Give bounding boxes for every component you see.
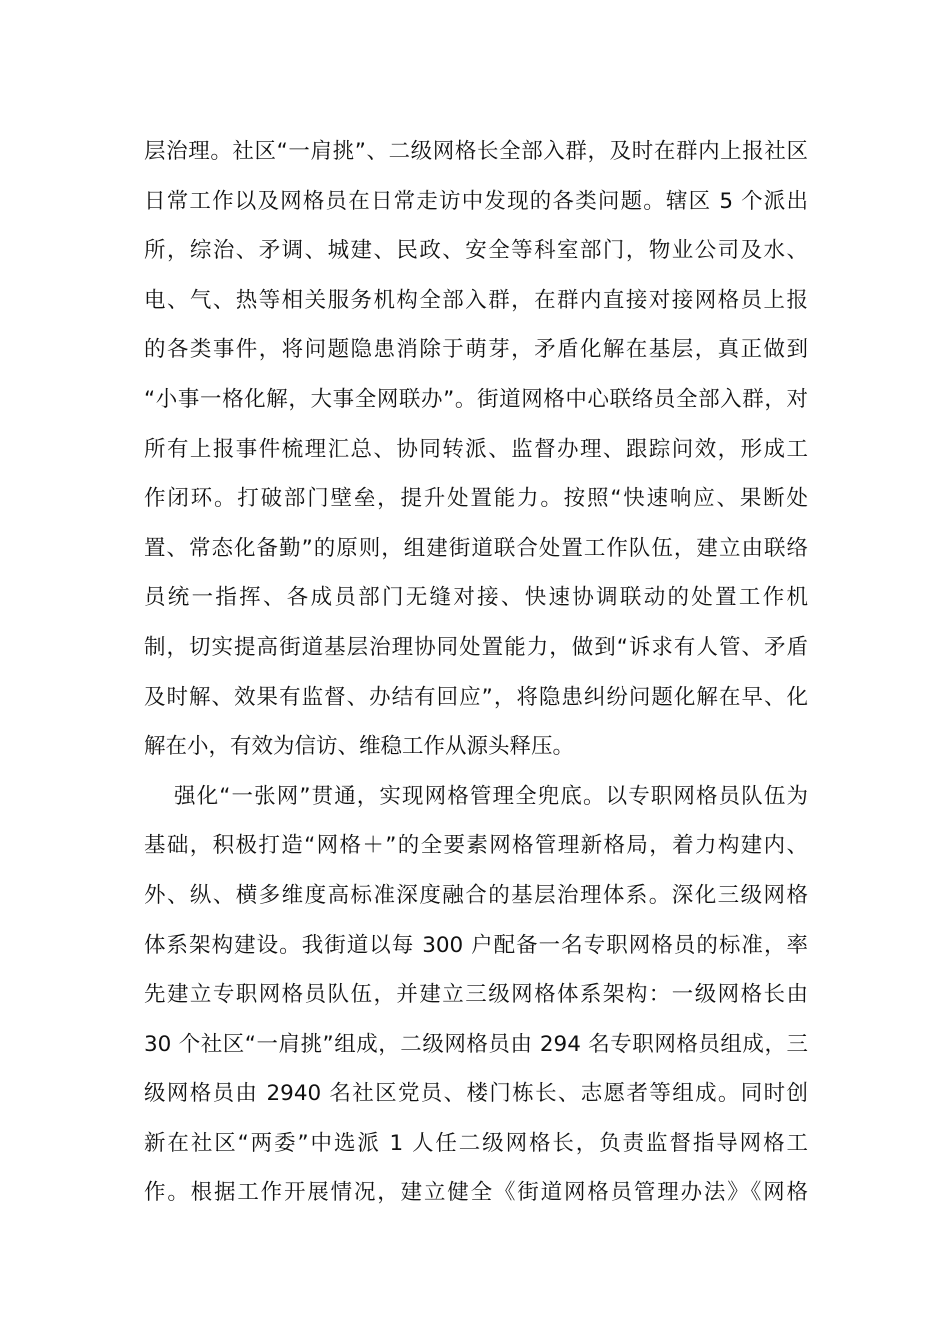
text-line: 新在社区“两委”中选派 1 人任二级网格长，负责监督指导网格工 bbox=[144, 1130, 808, 1156]
paragraph-first-line: 强化“一张网”贯通，实现网格管理全兜底。以专职网格员队伍为 bbox=[174, 783, 808, 809]
text-line: 所有上报事件梳理汇总、协同转派、监督办理、跟踪问效，形成工 bbox=[144, 436, 808, 462]
paragraph-end-line: 解在小，有效为信访、维稳工作从源头释压。 bbox=[144, 734, 575, 760]
text-line: 制，切实提高街道基层治理协同处置能力，做到“诉求有人管、矛盾 bbox=[144, 634, 808, 660]
text-line: 层治理。社区“一肩挑”、二级网格长全部入群，及时在群内上报社区 bbox=[144, 139, 808, 164]
text-line: 外、纵、横多维度高标准深度融合的基层治理体系。深化三级网格 bbox=[144, 882, 808, 908]
text-line: 及时解、效果有监督、办结有回应”，将隐患纠纷问题化解在早、化 bbox=[144, 684, 808, 710]
text-line: 级网格员由 2940 名社区党员、楼门栋长、志愿者等组成。同时创 bbox=[144, 1081, 808, 1107]
text-line: 基础，积极打造“网格＋”的全要素网格管理新格局，着力构建内、 bbox=[144, 833, 808, 859]
text-line: 作闭环。打破部门壁垒，提升处置能力。按照“快速响应、果断处 bbox=[144, 486, 808, 512]
text-line: 30 个社区“一肩挑”组成，二级网格员由 294 名专职网格员组成，三 bbox=[144, 1031, 808, 1057]
text-line: 电、气、热等相关服务机构全部入群，在群内直接对接网格员上报 bbox=[144, 287, 808, 313]
text-line: 体系架构建设。我街道以每 300 户配备一名专职网格员的标准，率 bbox=[144, 932, 808, 958]
text-line: 作。根据工作开展情况，建立健全《街道网格员管理办法》《网格 bbox=[144, 1180, 808, 1206]
body-text bbox=[144, 127, 808, 1218]
text-line: 的各类事件，将问题隐患消除于萌芽，矛盾化解在基层，真正做到 bbox=[144, 337, 808, 363]
text-line: 员统一指挥、各成员部门无缝对接、快速协调联动的处置工作机 bbox=[144, 585, 808, 611]
text-line: 先建立专职网格员队伍，并建立三级网格体系架构：一级网格长由 bbox=[144, 982, 808, 1008]
text-line: “小事一格化解，大事全网联办”。街道网格中心联络员全部入群，对 bbox=[144, 386, 808, 412]
text-line: 所，综治、矛调、城建、民政、安全等科室部门，物业公司及水、 bbox=[144, 238, 808, 264]
text-line: 置、常态化备勤”的原则，组建街道联合处置工作队伍，建立由联络 bbox=[144, 535, 808, 561]
text-line: 日常工作以及网格员在日常走访中发现的各类问题。辖区 5 个派出 bbox=[144, 188, 808, 214]
